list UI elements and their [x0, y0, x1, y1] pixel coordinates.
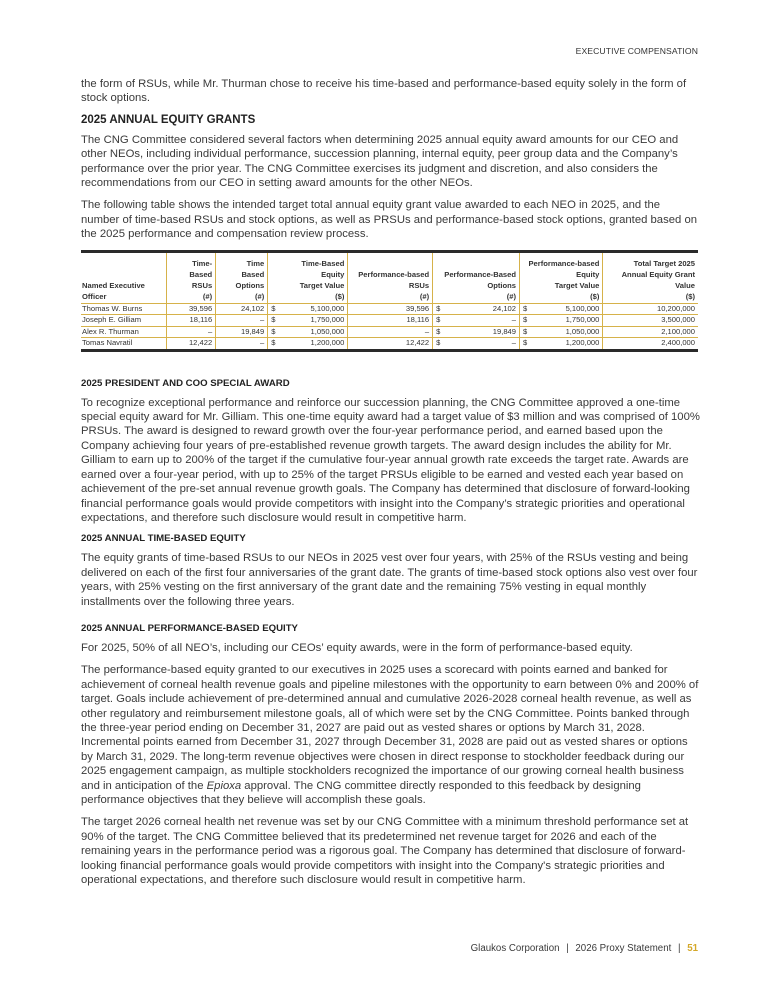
cell-pb-value — [520, 326, 603, 338]
time-based-equity-paragraph: The equity grants of time-based RSUs to our NEOs in 2025 vest over four years, with 25% of the RSUs vesting and being delivered on each of the first four anniversaries of the grant date. The grants of time-based stock options also vest over four years, with 25% vesting on the first anniversary of the grant date and the remaining 75% vesting in equal monthly installments over the following three years. — [81, 552, 698, 608]
column-header-line: Options — [487, 280, 516, 290]
column-header-line: Annual Equity Grant — [621, 269, 695, 279]
cell-pb-options — [433, 338, 520, 351]
column-header-line: Performance-based — [358, 269, 430, 279]
cell-value: – — [511, 315, 516, 325]
cell-pb-rsus: 18,116 — [348, 315, 433, 327]
column-header-line: (#) — [202, 291, 213, 301]
currency-symbol: $ — [436, 315, 441, 325]
column-header-line: Performance-Based — [444, 269, 516, 279]
column-header-line: Equity — [576, 269, 600, 279]
cell-pb-value — [520, 315, 603, 327]
column-header-line: Officer — [82, 291, 107, 301]
cell-tb-options: – — [216, 338, 268, 351]
product-name: Epioxa — [206, 779, 242, 792]
column-header-line: Target Value — [299, 280, 345, 290]
column-header-line: Named Executive — [82, 280, 145, 290]
performance-based-paragraph-3: The target 2026 corneal health net revenue was set by our CNG Committee with a minimum threshold performance set at 90% of the target. The CNG Committee believed that its predetermined net revenue target for 2026 and each of the remaining years in the performance period was a rigorous goal. The Company has determined that disclosure of forward-looking financial performance goals would provide competitors with insight into the Company's strategic priorities and operational expectations, and therefore such disclosure would result in competitive harm. — [81, 816, 689, 887]
cell-name: Tomas Navratil — [82, 338, 133, 348]
cell-value: 1,750,000 — [565, 315, 600, 325]
column-header-line: Time- — [192, 258, 213, 268]
currency-symbol: $ — [523, 303, 528, 313]
column-header-line: Value — [675, 280, 695, 290]
currency-symbol: $ — [436, 303, 441, 313]
column-header-line: Based — [241, 269, 265, 279]
equity-grants-table-wrapper — [81, 250, 701, 352]
column-header-line: (#) — [254, 291, 265, 301]
currency-symbol: $ — [271, 303, 276, 313]
currency-symbol: $ — [436, 326, 441, 336]
table-row — [81, 338, 698, 351]
page-number: 51 — [687, 943, 698, 954]
continuation-paragraph: the form of RSUs, while Mr. Thurman chose to receive his time-based and performance-based equity solely in the form of stock options. — [81, 78, 687, 105]
cell-value: 5,100,000 — [565, 303, 600, 313]
column-header — [433, 251, 520, 303]
cell-name: Joseph E. Gilliam — [81, 315, 167, 327]
column-header-line: Target Value — [554, 280, 600, 290]
annual-equity-grants-heading: 2025 ANNUAL EQUITY GRANTS — [81, 113, 256, 126]
column-header-line: Time — [246, 258, 265, 268]
cell-tb-value — [268, 315, 348, 327]
cell-total: 2,400,000 — [603, 338, 698, 351]
table-row — [81, 303, 698, 315]
column-header — [81, 251, 167, 303]
cell-tb-rsus: 12,422 — [167, 338, 216, 351]
column-header — [216, 251, 268, 303]
currency-symbol: $ — [523, 326, 528, 336]
column-header-line: Time-Based — [301, 258, 345, 268]
column-header-line: Total Target 2025 — [633, 258, 695, 268]
cell-value: 1,050,000 — [310, 326, 345, 336]
cell-tb-value — [268, 338, 348, 351]
footer-company: Glaukos Corporation — [470, 943, 560, 954]
cell-value: 1,750,000 — [310, 315, 345, 325]
currency-symbol: $ — [271, 338, 276, 348]
cell-name: Alex R. Thurman — [81, 326, 167, 338]
column-header-line: Equity — [321, 269, 345, 279]
cell-tb-rsus: 39,596 — [167, 303, 216, 315]
column-header-line: Based — [189, 269, 213, 279]
cell-tb-options: – — [216, 315, 268, 327]
cell-name: Thomas W. Burns — [81, 303, 167, 315]
time-based-equity-heading: 2025 ANNUAL TIME-BASED EQUITY — [81, 533, 246, 545]
cell-pb-options — [433, 315, 520, 327]
running-header: EXECUTIVE COMPENSATION — [575, 46, 698, 56]
cell-pb-options — [433, 303, 520, 315]
column-header-line: Options — [235, 280, 265, 290]
currency-symbol: $ — [523, 338, 528, 348]
equity-grants-table — [81, 250, 698, 352]
cell-pb-rsus: 39,596 — [348, 303, 433, 315]
cell-pb-value — [520, 338, 603, 351]
cell-pb-options — [433, 326, 520, 338]
footer-separator: | — [566, 943, 569, 954]
cell-value: 19,849 — [492, 326, 516, 336]
special-award-paragraph: To recognize exceptional performance and reinforce our succession planning, the CNG Committee approved a one-time special equity award for Mr. Gilliam. This one-time equity award had a target value of $3 million and was comprised of 100% PRSUs. The award is designed to reward growth over the four-year performance period, and earned based upon the Company achieving four years of pre-established revenue growth targets. The award design includes the ability for Mr. Gilliam to earn up to 200% of the target if the cumulative four-year annual growth rate exceeds the target rate. Awards are earned over a four-year period, with up to 25% of the target PRSUs eligible to be earned and vested each year based on achievement of the pre-set annual revenue growth goals. The Company has determined that disclosure of forward-looking financial performance goals would provide competitors with insight into the Company’s strategic priorities and operational expectations, and therefore such disclosure would result in competitive harm. — [81, 396, 700, 524]
cell-value: 1,200,000 — [310, 338, 345, 348]
column-header-line: Performance-based — [528, 258, 600, 268]
cell-pb-rsus: – — [348, 326, 433, 338]
cell-tb-options: 24,102 — [216, 303, 268, 315]
currency-symbol: $ — [271, 315, 276, 325]
performance-based-paragraph-1: For 2025, 50% of all NEO’s, including our CEOs’ equity awards, were in the form of performance-based equity. — [81, 641, 633, 654]
cell-pb-value — [520, 303, 603, 315]
table-row — [81, 315, 698, 327]
currency-symbol: $ — [436, 338, 441, 348]
column-header — [603, 251, 698, 303]
column-header-line: (#) — [419, 291, 430, 301]
annual-equity-grants-paragraph-1: The CNG Committee considered several factors when determining 2025 annual equity award amounts for our CEO and other NEOs, including individual performance, succession planning, internal equity, peer group data and the Company’s performance over the prior year. The CNG Committee exercises its judgment and discretion, and also considers the recommendations from our CEO in setting award amounts for the other NEOs. — [81, 133, 679, 190]
column-header — [268, 251, 348, 303]
cell-pb-rsus: 12,422 — [348, 338, 433, 351]
column-header-line: ($) — [685, 291, 695, 301]
column-header — [348, 251, 433, 303]
table-header-row — [81, 251, 698, 303]
page-content — [81, 77, 701, 895]
column-header-line: ($) — [335, 291, 345, 301]
cell-tb-rsus: 18,116 — [167, 315, 216, 327]
currency-symbol: $ — [271, 326, 276, 336]
performance-based-equity-heading: 2025 ANNUAL PERFORMANCE-BASED EQUITY — [81, 622, 298, 634]
performance-based-paragraph-2 — [81, 663, 701, 807]
column-header-line: RSUs — [191, 280, 213, 290]
cell-total: 2,100,000 — [603, 326, 698, 338]
column-header-line: (#) — [506, 291, 516, 301]
currency-symbol: $ — [523, 315, 528, 325]
cell-total: 3,500,000 — [603, 315, 698, 327]
cell-tb-value — [268, 303, 348, 315]
cell-value: – — [511, 338, 516, 348]
special-award-heading: 2025 PRESIDENT AND COO SPECIAL AWARD — [81, 377, 290, 389]
cell-tb-options: 19,849 — [216, 326, 268, 338]
column-header-line: RSUs — [408, 280, 430, 290]
paragraph-text: The performance-based equity granted to our executives in 2025 uses a scorecard with points earned and banked for achievement of corneal health revenue goals and pipeline milestones with the opportunity to earn between 0% and 200% of target. Goals include achievement of pre-determined annual and cumulative 2026-2028 corneal health revenue, as well as other regulatory and reimbursement milestone goals, all of which were set by the CNG Committee. Points banked through the three-year period ending on December 31, 2027 are paid out as vested shares or options by March 31, 2028. Incremental points earned from December 31, 2027 through December 31, 2028 are paid out as vested shares or options by March 31, 2029. The long-term revenue objectives were chosen in direct response to stockholder feedback during our 2025 engagement campaign, as multiple stockholders recognized the importance of our growing corneal health business and in anticipation of the — [81, 664, 699, 792]
cell-tb-rsus: – — [167, 326, 216, 338]
footer-separator: | — [677, 943, 681, 954]
cell-total: 10,200,000 — [603, 303, 698, 315]
cell-value: 5,100,000 — [310, 303, 345, 313]
page-footer — [471, 943, 698, 954]
column-header-line: ($) — [590, 291, 600, 301]
paragraph-text: approval. The CNG committee directly responded to this feedback by designing performance objectives that they believe will accomplish these goals. — [81, 779, 641, 806]
cell-tb-value — [268, 326, 348, 338]
table-body — [81, 303, 698, 350]
table-row — [81, 326, 698, 338]
annual-equity-grants-paragraph-2: The following table shows the intended target total annual equity grant value awarded to each NEO in 2025, and the number of time-based RSUs and stock options, as well as PRSUs and performance-based stock options, granted based on the 2025 performance and compensation review process. — [81, 199, 698, 241]
column-header — [520, 251, 603, 303]
cell-value: 24,102 — [492, 303, 516, 313]
column-header — [167, 251, 216, 303]
footer-document: 2026 Proxy Statement — [575, 943, 672, 954]
cell-value: 1,050,000 — [565, 326, 600, 336]
cell-value: 1,200,000 — [565, 338, 600, 348]
